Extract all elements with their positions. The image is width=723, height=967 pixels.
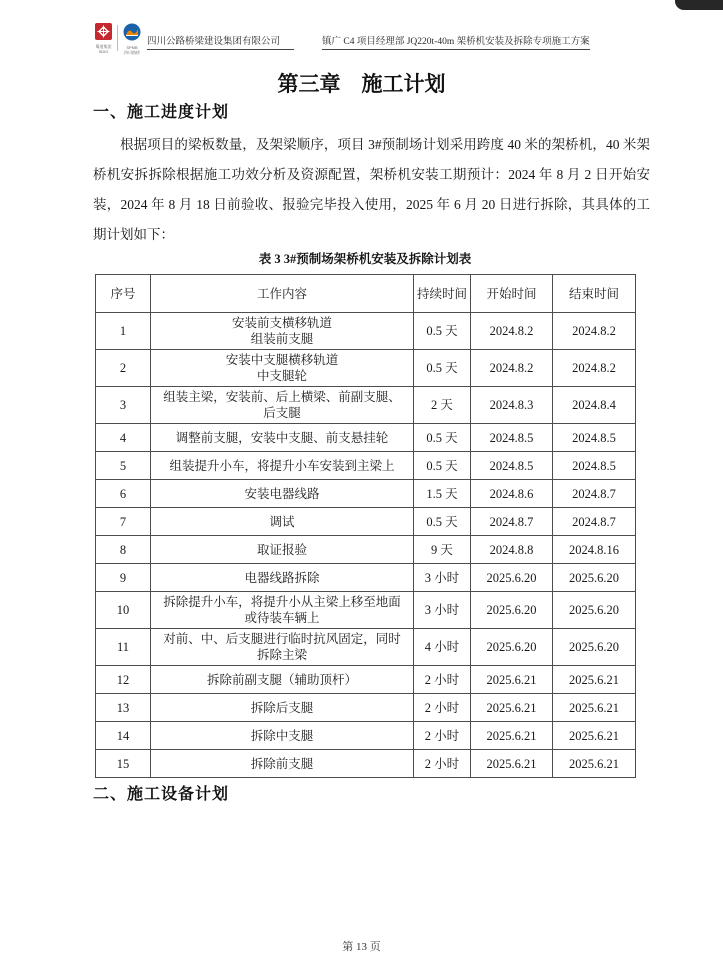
col-header-no: 序号 <box>96 275 151 313</box>
row-no: 13 <box>96 694 151 722</box>
row-end: 2024.8.7 <box>553 508 636 536</box>
row-start: 2025.6.21 <box>471 750 553 778</box>
row-duration: 2 小时 <box>414 666 471 694</box>
row-no: 15 <box>96 750 151 778</box>
table-row <box>96 592 636 629</box>
row-end: 2024.8.4 <box>553 387 636 424</box>
table-row <box>96 750 636 778</box>
row-content: 拆除中支腿 <box>151 722 414 750</box>
row-start: 2024.8.6 <box>471 480 553 508</box>
sdig-logo <box>95 23 112 54</box>
logo-divider <box>117 25 118 51</box>
row-duration: 0.5 天 <box>414 313 471 350</box>
row-content: 取证报验 <box>151 536 414 564</box>
intro-paragraph: 根据项目的梁板数量，及架梁顺序，项目 3#预制场计划采用跨度 40 米的架桥机，40 米架桥机安拆拆除根据施工功效分析及资源配置，架桥机安装工期预计：2024 年 8 月 2 日开始安装，2024 年 8 月 18 日前验收、报验完毕投入使用，2025 年 6 月 20 日进行拆除，其具体的工期计划如下： <box>93 137 650 242</box>
row-no: 5 <box>96 452 151 480</box>
table-caption: 表 3 3#预制场架桥机安装及拆除计划表 <box>258 252 472 266</box>
row-duration: 2 小时 <box>414 750 471 778</box>
sdig-logo-caption-2: SDIG <box>98 48 109 54</box>
table-row <box>96 452 636 480</box>
row-start: 2025.6.20 <box>471 629 553 666</box>
table-row <box>96 666 636 694</box>
schedule-table-head <box>96 275 636 313</box>
table-row <box>96 480 636 508</box>
row-end: 2025.6.21 <box>553 694 636 722</box>
row-duration: 2 小时 <box>414 722 471 750</box>
table-row <box>96 629 636 666</box>
row-content: 调试 <box>151 508 414 536</box>
company-name: 四川公路桥梁建设集团有限公司 <box>147 33 294 50</box>
table-row <box>96 564 636 592</box>
row-start: 2025.6.20 <box>471 564 553 592</box>
row-start: 2025.6.21 <box>471 722 553 750</box>
row-duration: 0.5 天 <box>414 424 471 452</box>
road-bridge-logo-icon <box>123 23 141 46</box>
section-heading-equipment-plan: 二、施工设备计划 <box>93 786 230 803</box>
row-end: 2025.6.20 <box>553 592 636 629</box>
row-content: 安装电器线路 <box>151 480 414 508</box>
page-number: 第 13 页 <box>342 941 381 953</box>
row-content: 电器线路拆除 <box>151 564 414 592</box>
col-header-start: 开始时间 <box>471 275 553 313</box>
row-no: 14 <box>96 722 151 750</box>
row-end: 2024.8.7 <box>553 480 636 508</box>
row-content: 安装中支腿横移轨道 中支腿轮 <box>151 350 414 387</box>
row-content: 安装前支横移轨道 组装前支腿 <box>151 313 414 350</box>
row-end: 2025.6.21 <box>553 722 636 750</box>
row-start: 2025.6.21 <box>471 666 553 694</box>
schedule-table <box>95 274 636 778</box>
row-end: 2024.8.2 <box>553 350 636 387</box>
row-start: 2024.8.2 <box>471 350 553 387</box>
row-start: 2024.8.2 <box>471 313 553 350</box>
row-no: 8 <box>96 536 151 564</box>
row-no: 6 <box>96 480 151 508</box>
row-no: 1 <box>96 313 151 350</box>
section-heading-progress-plan: 一、施工进度计划 <box>93 104 230 121</box>
row-start: 2024.8.5 <box>471 424 553 452</box>
row-content: 组装主梁，安装前、后上横梁、前副支腿、 后支腿 <box>151 387 414 424</box>
chapter-title: 第三章 施工计划 <box>277 72 446 96</box>
header-text <box>147 33 653 50</box>
row-content: 拆除提升小车，将提升小从主梁上移至地面 或待装车辆上 <box>151 592 414 629</box>
table-row <box>96 313 636 350</box>
header-row <box>96 275 636 313</box>
row-start: 2024.8.3 <box>471 387 553 424</box>
row-duration: 0.5 天 <box>414 452 471 480</box>
top-right-overlay[interactable] <box>675 0 723 10</box>
road-bridge-logo <box>123 23 141 55</box>
col-header-content: 工作内容 <box>151 275 414 313</box>
row-end: 2025.6.21 <box>553 750 636 778</box>
schedule-table-body <box>96 313 636 778</box>
page-footer <box>0 938 723 954</box>
table-row <box>96 536 636 564</box>
row-content: 对前、中、后支腿进行临时抗风固定，同时 拆除主梁 <box>151 629 414 666</box>
col-header-duration: 持续时间 <box>414 275 471 313</box>
road-bridge-logo-caption-2: 四川路桥 <box>124 49 140 55</box>
row-no: 10 <box>96 592 151 629</box>
row-end: 2024.8.5 <box>553 424 636 452</box>
row-content: 拆除后支腿 <box>151 694 414 722</box>
row-duration: 2 小时 <box>414 694 471 722</box>
row-duration: 2 天 <box>414 387 471 424</box>
row-duration: 1.5 天 <box>414 480 471 508</box>
road-bridge-logo-caption-1: SPMB <box>126 45 138 50</box>
row-end: 2025.6.20 <box>553 629 636 666</box>
sdig-logo-caption-1: 蜀道集团 <box>95 44 112 49</box>
row-no: 4 <box>96 424 151 452</box>
row-end: 2025.6.21 <box>553 666 636 694</box>
row-duration: 3 小时 <box>414 564 471 592</box>
row-end: 2024.8.16 <box>553 536 636 564</box>
row-no: 12 <box>96 666 151 694</box>
table-row <box>96 350 636 387</box>
page-header <box>95 23 653 55</box>
row-no: 2 <box>96 350 151 387</box>
row-end: 2024.8.2 <box>553 313 636 350</box>
row-duration: 0.5 天 <box>414 508 471 536</box>
row-end: 2024.8.5 <box>553 452 636 480</box>
row-content: 组装提升小车，将提升小车安装到主梁上 <box>151 452 414 480</box>
table-row <box>96 387 636 424</box>
row-start: 2024.8.7 <box>471 508 553 536</box>
row-duration: 4 小时 <box>414 629 471 666</box>
sdig-logo-icon <box>95 23 112 45</box>
document-title: 镇广 C4 项目经理部 JQ220t-40m 架桥机安装及拆除专项施工方案 <box>322 33 590 50</box>
row-no: 9 <box>96 564 151 592</box>
row-duration: 0.5 天 <box>414 350 471 387</box>
table-row <box>96 508 636 536</box>
table-row <box>96 424 636 452</box>
row-content: 拆除前副支腿（辅助顶杆） <box>151 666 414 694</box>
row-duration: 3 小时 <box>414 592 471 629</box>
col-header-end: 结束时间 <box>553 275 636 313</box>
row-start: 2024.8.5 <box>471 452 553 480</box>
table-row <box>96 694 636 722</box>
row-end: 2025.6.20 <box>553 564 636 592</box>
row-no: 11 <box>96 629 151 666</box>
row-start: 2025.6.20 <box>471 592 553 629</box>
row-start: 2025.6.21 <box>471 694 553 722</box>
row-start: 2024.8.8 <box>471 536 553 564</box>
row-content: 调整前支腿，安装中支腿、前支悬挂轮 <box>151 424 414 452</box>
row-duration: 9 天 <box>414 536 471 564</box>
table-row <box>96 722 636 750</box>
header-logos <box>95 23 141 55</box>
row-no: 7 <box>96 508 151 536</box>
row-content: 拆除前支腿 <box>151 750 414 778</box>
row-no: 3 <box>96 387 151 424</box>
